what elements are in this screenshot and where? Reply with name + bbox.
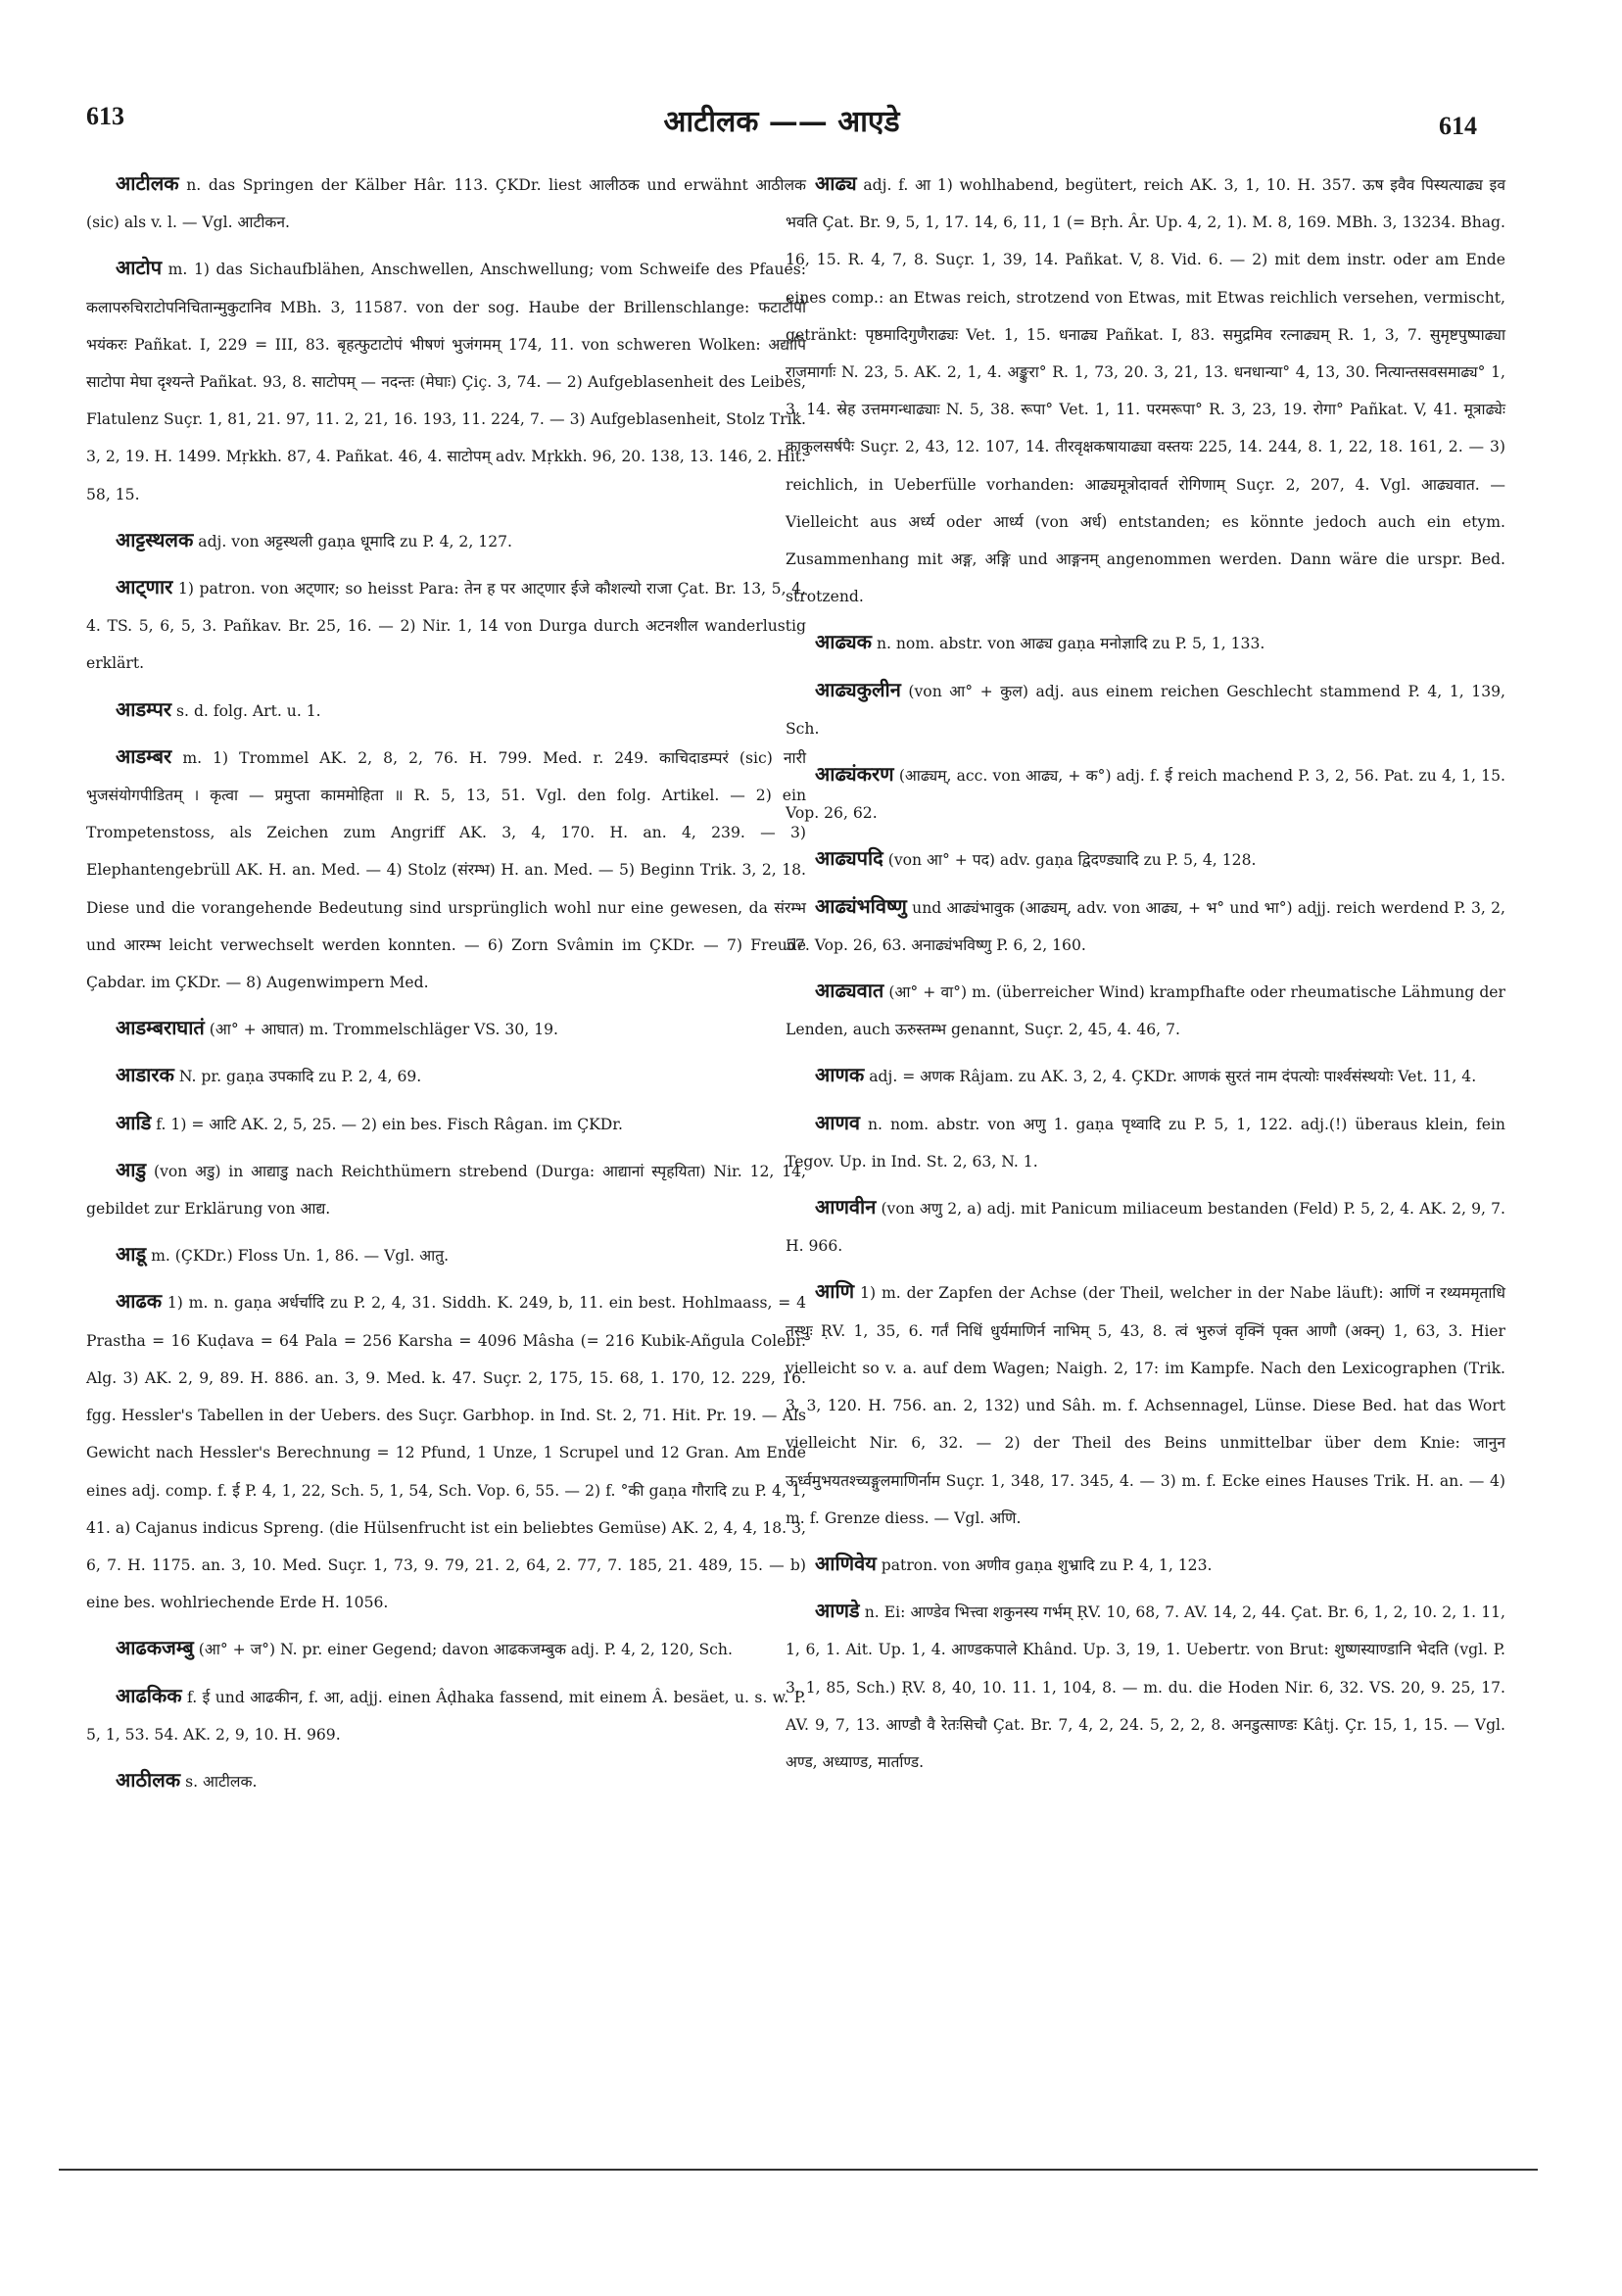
entry-text: (von अडु) in आद्याडु nach Reichthümern strebend (Durga: आद्यानां स्पृहयिता) Nir. 12, 14, gebildet zur Erklärung von आद्य. [86,1162,806,1219]
entry-text: 1) patron. von अट्णार; so heisst Para: तेन ह पर आट्णार ईजे कौशल्यो राजा Çat. Br. 13, 5, 4, 4. TS. 5, 6, 5, 3. Pañkav. Br. 25, 16. — 2) Nir. 1, 14 von Durga durch अटनशील wanderlustig erklärt. [86,580,806,673]
dictionary-entry [786,839,1505,879]
entry-headword: आणव [815,1110,861,1134]
entry-headword: आडम्पर [116,696,172,721]
dictionary-entry [86,1677,806,1753]
page-header [86,94,1477,153]
entry-headword: आटोप [116,256,163,280]
dictionary-entry [786,1545,1505,1584]
bottom-rule [59,2169,1538,2171]
dictionary-entry [786,887,1505,964]
entry-text: m. 1) das Sichaufblähen, Anschwellen, Anschwellung; vom Schweife des Pfaues: कलापरुचिराटोपनिचितान्मुकुटानिव MBh. 3, 11587. von der sog. Haube der Brillenschlange: फटाटोपो भयंकरः Pañkat. I, 229 = III, 83. बृहत्फुटाटोपं भीषणं भुजंगमम् 174, 11. von schweren Wolken: अद्यापि साटोपा मेघा दृश्यन्ते Pañkat. 93, 8. साटोपम् — नदन्तः (मेघाः) Çiç. 3, 74. — 2) Aufgeblasenheit des Leibes, Flatulenz Suçr. 1, 81, 21. 97, 11. 2, 21, 16. 193, 11. 224, 7. — 3) Aufgeblasenheit, Stolz Trik. 3, 2, 19. H. 1499. Mṛkkh. 87, 4. Pañkat. 46, 4. साटोपम् adv. Mṛkkh. 96, 20. 138, 13. 146, 2. Hit. 58, 15. [86,261,806,503]
dictionary-entry [86,1235,806,1274]
dictionary-entry [786,972,1505,1048]
dictionary-entry [86,1104,806,1143]
entry-headword: आढकिक [116,1683,182,1707]
entry-text: (आ° + ज°) N. pr. einer Gegend; davon आढकजम्बुक adj. P. 4, 2, 120, Sch. [198,1641,733,1659]
dictionary-entry [786,671,1505,747]
entry-headword: आठीलक [116,1767,181,1792]
dictionary-entry [86,1282,806,1621]
entry-text: m. 1) Trommel AK. 2, 8, 2, 76. H. 799. Med. r. 249. काचिदाडम्परं (sic) नारी भुजसंयोगपीडितम् । कृत्वा — प्रमुप्ता काममोहिता ॥ R. 5, 13, 51. Vgl. den folg. Artikel. — 2) ein Trompetenstoss, als Zeichen zum Angriff AK. 3, 4, 170. H. an. 4, 239. — 3) Elephantengebrüll AK. H. an. Med. — 4) Stolz (संरम्भ) H. an. Med. — 5) Beginn Trik. 3, 2, 18. Diese und die vorangehende Bedeutung sind ursprünglich wohl nur eine gewesen, da संरम्भ und आरम्भ leicht verwechselt werden konnten. — 6) Zorn Svâmin im ÇKDr. — 7) Freude Çabdar. im ÇKDr. — 8) Augenwimpern Med. [86,748,806,992]
dictionary-entry [86,738,806,1001]
entry-headword: आणडे [815,1599,860,1623]
entry-headword: आढ्यपदि [815,846,883,871]
entry-text: und आढ्यंभावुक (आढ्यम्, adv. von आढ्य, + भ° und भा°) adjj. reich werdend P. 3, 2, 57. Vop. 26, 63. अनाढ्यंभविष्णु P. 6, 2, 160. [786,898,1505,954]
dictionary-entry [786,1272,1505,1536]
entry-headword: आढ्य [815,171,857,195]
entry-text: N. pr. gaṇa उपकादि zu P. 2, 4, 69. [178,1068,422,1086]
entry-text: adj. von अट्टस्थली gaṇa धूमादि zu P. 4, 2, 127. [198,532,512,550]
entry-headword: आडु [116,1157,147,1181]
entry-headword: आटीलक [116,171,179,195]
entry-text: n. nom. abstr. von आढ्य gaṇa मनोज्ञादि zu P. 5, 1, 133. [876,635,1265,653]
dictionary-entry [86,691,806,730]
entry-headword: आडम्बर [116,743,172,768]
dictionary-entry [86,568,806,683]
dictionary-entry [786,1592,1505,1781]
right-column [786,165,1505,1789]
entry-headword: आढ्यकुलीन [815,677,901,701]
entry-headword: आणक [815,1063,865,1087]
entry-headword: आडारक [116,1063,174,1087]
dictionary-entry [86,165,806,241]
entry-text: adj. f. आ 1) wohlhabend, begütert, reich AK. 3, 1, 10. H. 357. ऊष इवैव पिस्यत्याढ्य इव भवति Çat. Br. 9, 5, 1, 17. 14, 6, 11, 1 (= Bṛh. Âr. Up. 4, 2, 1). M. 8, 169. MBh. 3, 13234. Bhag. 16, 15. R. 4, 7, 8. Suçr. 1, 39, 14. Pañkat. V, 8. Vid. 6. — 2) mit dem instr. oder am Ende eines comp.: an Etwas reich, strotzend von Etwas, mit Etwas reichlich versehen, vermischt, getränkt: पृष्ठमादिगुणैराढ्यः Vet. 1, 15. धनाढ्य Pañkat. I, 83. समुद्रमिव रत्नाढ्यम् R. 1, 3, 7. सुमृष्टपुष्पाढ्या राजमार्गाः N. 23, 5. AK. 2, 1, 4. अङ्कुरा° R. 1, 73, 20. 3, 21, 13. धनधान्या° 4, 13, 30. नित्यान्तसवसमाढ्य° 1, 3, 14. स्रेह उत्तमगन्धाढ्याः N. 5, 38. रूपा° Vet. 1, 11. परमरूपा° R. 3, 23, 19. रोगा° Pañkat. V, 41. मूत्राढ्येः काकुलसर्षपैः Suçr. 2, 43, 12. 107, 14. तीरवृक्षकषायाढ्या वस्तयः 225, 14. 244, 8. 1, 22, 18. 161, 2. — 3) reichlich, in Ueberfülle vorhanden: आढ्यमूत्रोदावर्त रोगिणाम् Suçr. 2, 207, 4. Vgl. आढ्यवात. — Vielleicht aus अर्ध्य oder आर्ध्य (von अर्ध) entstanden; es könnte jedoch auch ein etym. Zusammenhang mit अङ्ग, अङ्गि und आङ्गनम् angenommen werden. Dann wäre die urspr. Bed. strotzend. [786,176,1505,606]
entry-text: n. Ei: आण्डेव भित्त्वा शकुनस्य गर्भम् ṚV. 10, 68, 7. AV. 14, 2, 44. Çat. Br. 6, 1, 2, 10. 2, 1. 11, 1, 6, 1. Ait. Up. 1, 4. आण्डकपाले Khând. Up. 3, 19, 1. Uebertr. von Brut: शुष्णस्याण्डानि भेदति (vgl. P. 3, 1, 85, Sch.) ṚV. 8, 40, 10. 11. 1, 104, 8. — m. du. die Hoden Nir. 6, 32. VS. 20, 9. 25, 17. AV. 9, 7, 13. आण्डौ वै रेतःसिचौ Çat. Br. 7, 4, 2, 24. 5, 2, 2, 8. अनडुत्साण्डः Kâtj. Çr. 15, 1, 15. — Vgl. अण्ड, अध्याण्ड, मार्ताण्ड. [786,1603,1505,1771]
entry-text: f. ई und आढकीन, f. आ, adjj. einen Âḍhaka fassend, mit einem Â. besäet, u. s. w. P. 5, 1, 53. 54. AK. 2, 9, 10. H. 969. [86,1688,806,1744]
dictionary-entry [786,1188,1505,1265]
entry-headword: आढ्यंकरण [815,762,894,787]
entry-text: (von अणु 2, a) adj. mit Panicum miliaceum bestanden (Feld) P. 5, 2, 4. AK. 2, 9, 7. H. 966. [786,1200,1505,1256]
entry-headword: आणिवेय [815,1551,877,1575]
left-column [86,165,806,1808]
entry-headword: आढ्यवात [815,979,884,1003]
entry-text: (आ° + वा°) m. (überreicher Wind) krampfhafte oder rheumatische Lähmung der Lenden, auch ऊरुस्तम्भ genannt, Suçr. 2, 45, 4. 46, 7. [786,983,1505,1039]
entry-text: f. 1) = आटि AK. 2, 5, 25. — 2) ein bes. Fisch Râgan. im ÇKDr. [156,1115,623,1133]
entry-text: patron. von अणीव gaṇa शुभ्रादि zu P. 4, 1, 123. [881,1555,1213,1574]
dictionary-entry [86,1629,806,1668]
right-page-number: 614 [1439,112,1477,140]
entry-text: (von आ° + कुल) adj. aus einem reichen Geschlecht stammend P. 4, 1, 139, Sch. [786,682,1505,738]
entry-headword: आट्णार [116,575,173,599]
running-title: आटीलक —— आएडे [663,105,900,139]
dictionary-entry [86,249,806,512]
dictionary-entry [86,1761,806,1800]
entry-text: (आढ्यम्, acc. von आढ्य, + क°) adj. f. ई reich machend P. 3, 2, 56. Pat. zu 4, 1, 15. Vop. 26, 62. [786,767,1505,823]
entry-headword: आडम्बराघातं [116,1016,205,1040]
left-page-number: 613 [86,102,124,130]
entry-headword: आणवीन [815,1195,877,1220]
entry-headword: आडू [116,1242,147,1267]
dictionary-entry [86,1151,806,1227]
entry-headword: आणि [815,1279,855,1304]
entry-text: (आ° + आघात) m. Trommelschläger VS. 30, 19. [209,1021,558,1039]
entry-text: s. d. folg. Art. u. 1. [176,701,321,720]
entry-text: (von आ° + पद) adv. gaṇa द्विदण्ड्यादि zu P. 5, 4, 128. [887,851,1257,870]
entry-text: 1) m. der Zapfen der Achse (der Theil, welcher in der Nabe läuft): आणिं न रथ्यममृताधि तस्थुः ṚV. 1, 35, 6. गर्तं निधिं धुर्यमाणिर्न नाभिम् 5, 43, 8. त्वं भुरुजं वृक्निं पृक्त आणौ (अक्न्) 1, 63, 3. Hier vielleicht so v. a. auf dem Wagen; Naigh. 2, 17: im Kampfe. Nach den Lexicographen (Trik. 3, 3, 120. H. 756. an. 2, 132) und Sâh. m. f. Achsennagel, Lünse. Diese Bed. hat das Wort vielleicht Nir. 6, 32. — 2) der Theil des Beins unmittelbar über dem Knie: जानुन ऊर्ध्वमुभयतश्च्यङ्गुलमाणिर्नाम Suçr. 1, 348, 17. 345, 4. — 3) m. f. Ecke eines Hauses Trik. H. an. — 4) m. f. Grenze diess. — Vgl. अणि. [786,1284,1505,1527]
dictionary-entry [786,1056,1505,1095]
entry-headword: आडि [116,1110,152,1134]
entry-headword: आढ्यक [815,630,872,654]
entry-headword: आढ्यंभविष्णु [815,893,907,918]
dictionary-entry [86,1056,806,1095]
entry-text: m. (ÇKDr.) Floss Un. 1, 86. — Vgl. आतु. [151,1247,450,1266]
dictionary-entry [86,1009,806,1048]
entry-text: adj. = अणक Râjam. zu AK. 3, 2, 4. ÇKDr. आणकं सुरतं नाम दंपत्योः पार्श्वसंस्थयोः Vet. 11, 4. [869,1068,1477,1086]
entry-headword: आढक [116,1289,163,1314]
dictionary-entry [786,755,1505,832]
entry-headword: आट्टस्थलक [116,527,194,551]
dictionary-entry [786,623,1505,662]
entry-text: 1) m. n. gaṇa अर्धर्चादि zu P. 2, 4, 31. Siddh. K. 249, b, 11. ein best. Hohlmaass, = 4 Prastha = 16 Kuḍava = 64 Pala = 256 Karsha = 4096 Mâsha (= 216 Kubik-Añgula Colebr. Alg. 3) AK. 2, 9, 89. H. 886. an. 3, 9. Med. k. 47. Suçr. 2, 175, 15. 68, 1. 170, 12. 229, 16. fgg. Hessler's Tabellen in der Uebers. des Suçr. Garbhop. in Ind. St. 2, 71. Hit. Pr. 19. — Als Gewicht nach Hessler's Berechnung = 12 Pfund, 1 Unze, 1 Scrupel und 12 Gran. Am Ende eines adj. comp. f. ई P. 4, 1, 22, Sch. 5, 1, 54, Sch. Vop. 6, 55. — 2) f. °की gaṇa गौरादि zu P. 4, 1, 41. a) Cajanus indicus Spreng. (die Hülsenfrucht ist ein beliebtes Gemüse) AK. 2, 4, 4, 18. 3, 6, 7. H. 1175. an. 3, 10. Med. Suçr. 1, 73, 9. 79, 21. 2, 64, 2. 77, 7. 185, 21. 489, 15. — b) eine bes. wohlriechende Erde H. 1056. [86,1294,806,1612]
entry-text: n. das Springen der Kälber Hâr. 113. ÇKDr. liest आलीठक und erwähnt आठीलक (sic) als v. l. — Vgl. आटीकन. [86,176,806,232]
entry-headword: आढकजम्बु [116,1636,194,1660]
entry-text: n. nom. abstr. von अणु 1. gaṇa पृथ्वादि zu P. 5, 1, 122. adj.(!) überaus klein, fein Tegov. Up. in Ind. St. 2, 63, N. 1. [786,1115,1505,1171]
entry-text: s. आटीलक. [185,1772,258,1791]
dictionary-entry [786,1104,1505,1180]
dictionary-entry [86,521,806,560]
dictionary-entry [786,165,1505,615]
